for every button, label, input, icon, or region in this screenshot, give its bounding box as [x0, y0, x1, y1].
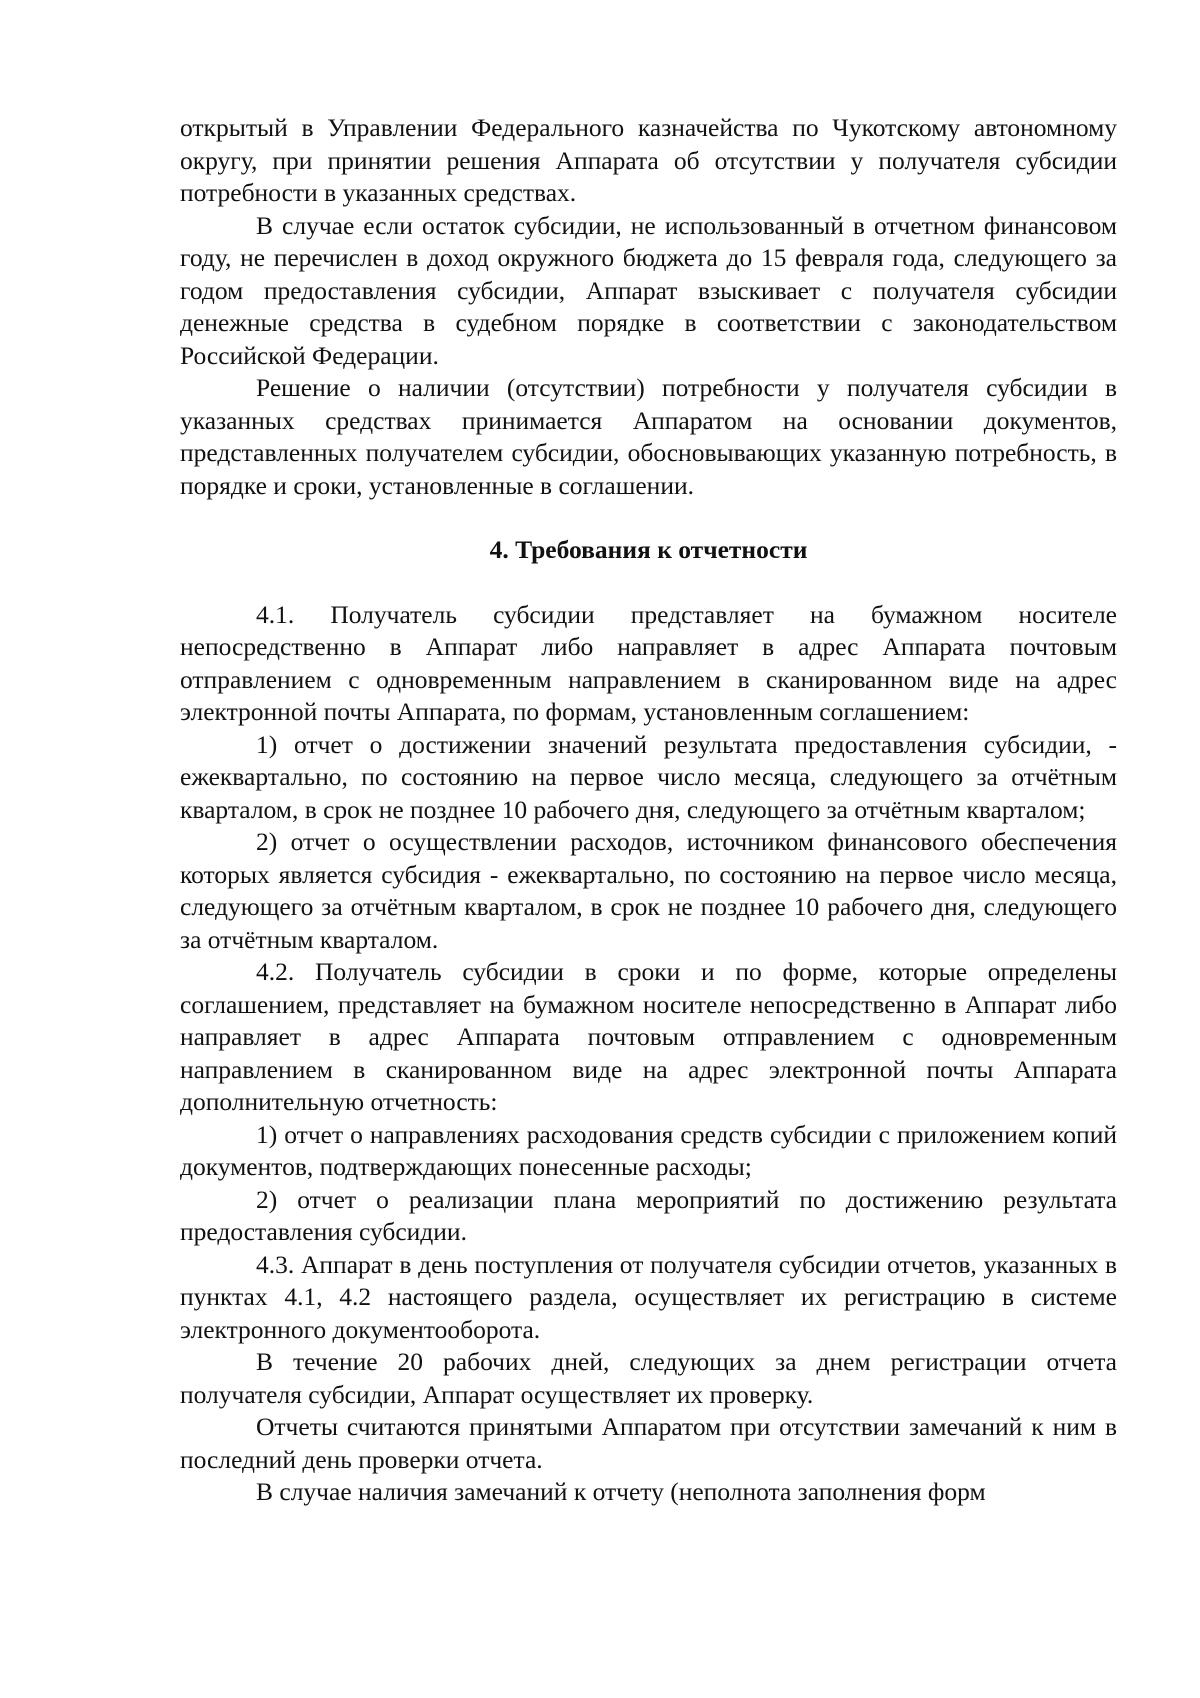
paragraph-4-1: 4.1. Получатель субсидии представляет на бумажном носителе непосредственно в Аппарат либо направляет в адрес Аппарата почтовым отправлением с одновременным направлением в сканированном виде на адрес электронной почты Аппарата, по формам, установленным соглашением:	[180, 599, 1117, 726]
paragraph-4-3: 4.3. Аппарат в день поступления от получателя субсидии отчетов, указанных в пунктах 4.1, 4.2 настоящего раздела, осуществляет их регистрацию в системе электронного документооборота.	[180, 1249, 1117, 1344]
paragraph-reports-accepted: Отчеты считаются принятыми Аппаратом при отсутствии замечаний к ним в последний день проверки отчета.	[180, 1412, 1117, 1474]
paragraph-treasury-account: открытый в Управлении Федерального казначейства по Чукотскому автономному округу, при принятии решения Аппарата об отсутствии у получателя субсидии потребности в указанных средствах.	[180, 113, 1117, 207]
paragraph-4-1-item-2: 2) отчет о осуществлении расходов, источником финансового обеспечения которых является субсидия - ежеквартально, по состоянию на первое число месяца, следующего за отчётным кварталом, в срок не позднее 10 рабочего дня, следующего за отчётным кварталом.	[180, 827, 1117, 954]
paragraph-4-2: 4.2. Получатель субсидии в сроки и по форме, которые определены соглашением, представляет на бумажном носителе непосредственно в Аппарат либо направляет в адрес Аппарата почтовым отправлением с одновременным направлением в сканированном виде на адрес электронной почты Аппарата дополнительную отчетность:	[180, 957, 1117, 1116]
paragraph-remarks-case: В случае наличия замечаний к отчету (неполнота заполнения форм	[256, 1477, 986, 1506]
paragraph-4-2-item-2: 2) отчет о реализации плана мероприятий по достижению результата предоставления субсидии.	[180, 1184, 1117, 1246]
paragraph-need-decision: Решение о наличии (отсутствии) потребности у получателя субсидии в указанных средствах принимается Аппаратом на основании документов, представленных получателем субсидии, обосновывающих указанную потребность, в порядке и сроки, установленные в соглашении.	[180, 373, 1117, 500]
paragraph-verification-period: В течение 20 рабочих дней, следующих за днем регистрации отчета получателя субсидии, Аппарат осуществляет их проверку.	[180, 1347, 1117, 1409]
section-heading-reporting-requirements: 4. Требования к отчетности	[489, 535, 808, 564]
paragraph-4-2-item-1: 1) отчет о направлениях расходования средств субсидии с приложением копий документов, подтверждающих понесенные расходы;	[180, 1119, 1117, 1181]
document-page	[180, 112, 1117, 1509]
paragraph-4-1-item-1: 1) отчет о достижении значений результата предоставления субсидии, - ежеквартально, по состоянию на первое число месяца, следующего за отчётным кварталом, в срок не позднее 10 рабочего дня, следующего за отчётным кварталом;	[180, 729, 1117, 824]
paragraph-subsidy-remainder-recovery: В случае если остаток субсидии, не использованный в отчетном финансовом году, не перечислен в доход окружного бюджета до 15 февраля года, следующего за годом предоставления субсидии, Аппарат взыскивает с получателя субсидии денежные средства в судебном порядке в соответствии с законодательством Российской Федерации.	[180, 210, 1117, 370]
